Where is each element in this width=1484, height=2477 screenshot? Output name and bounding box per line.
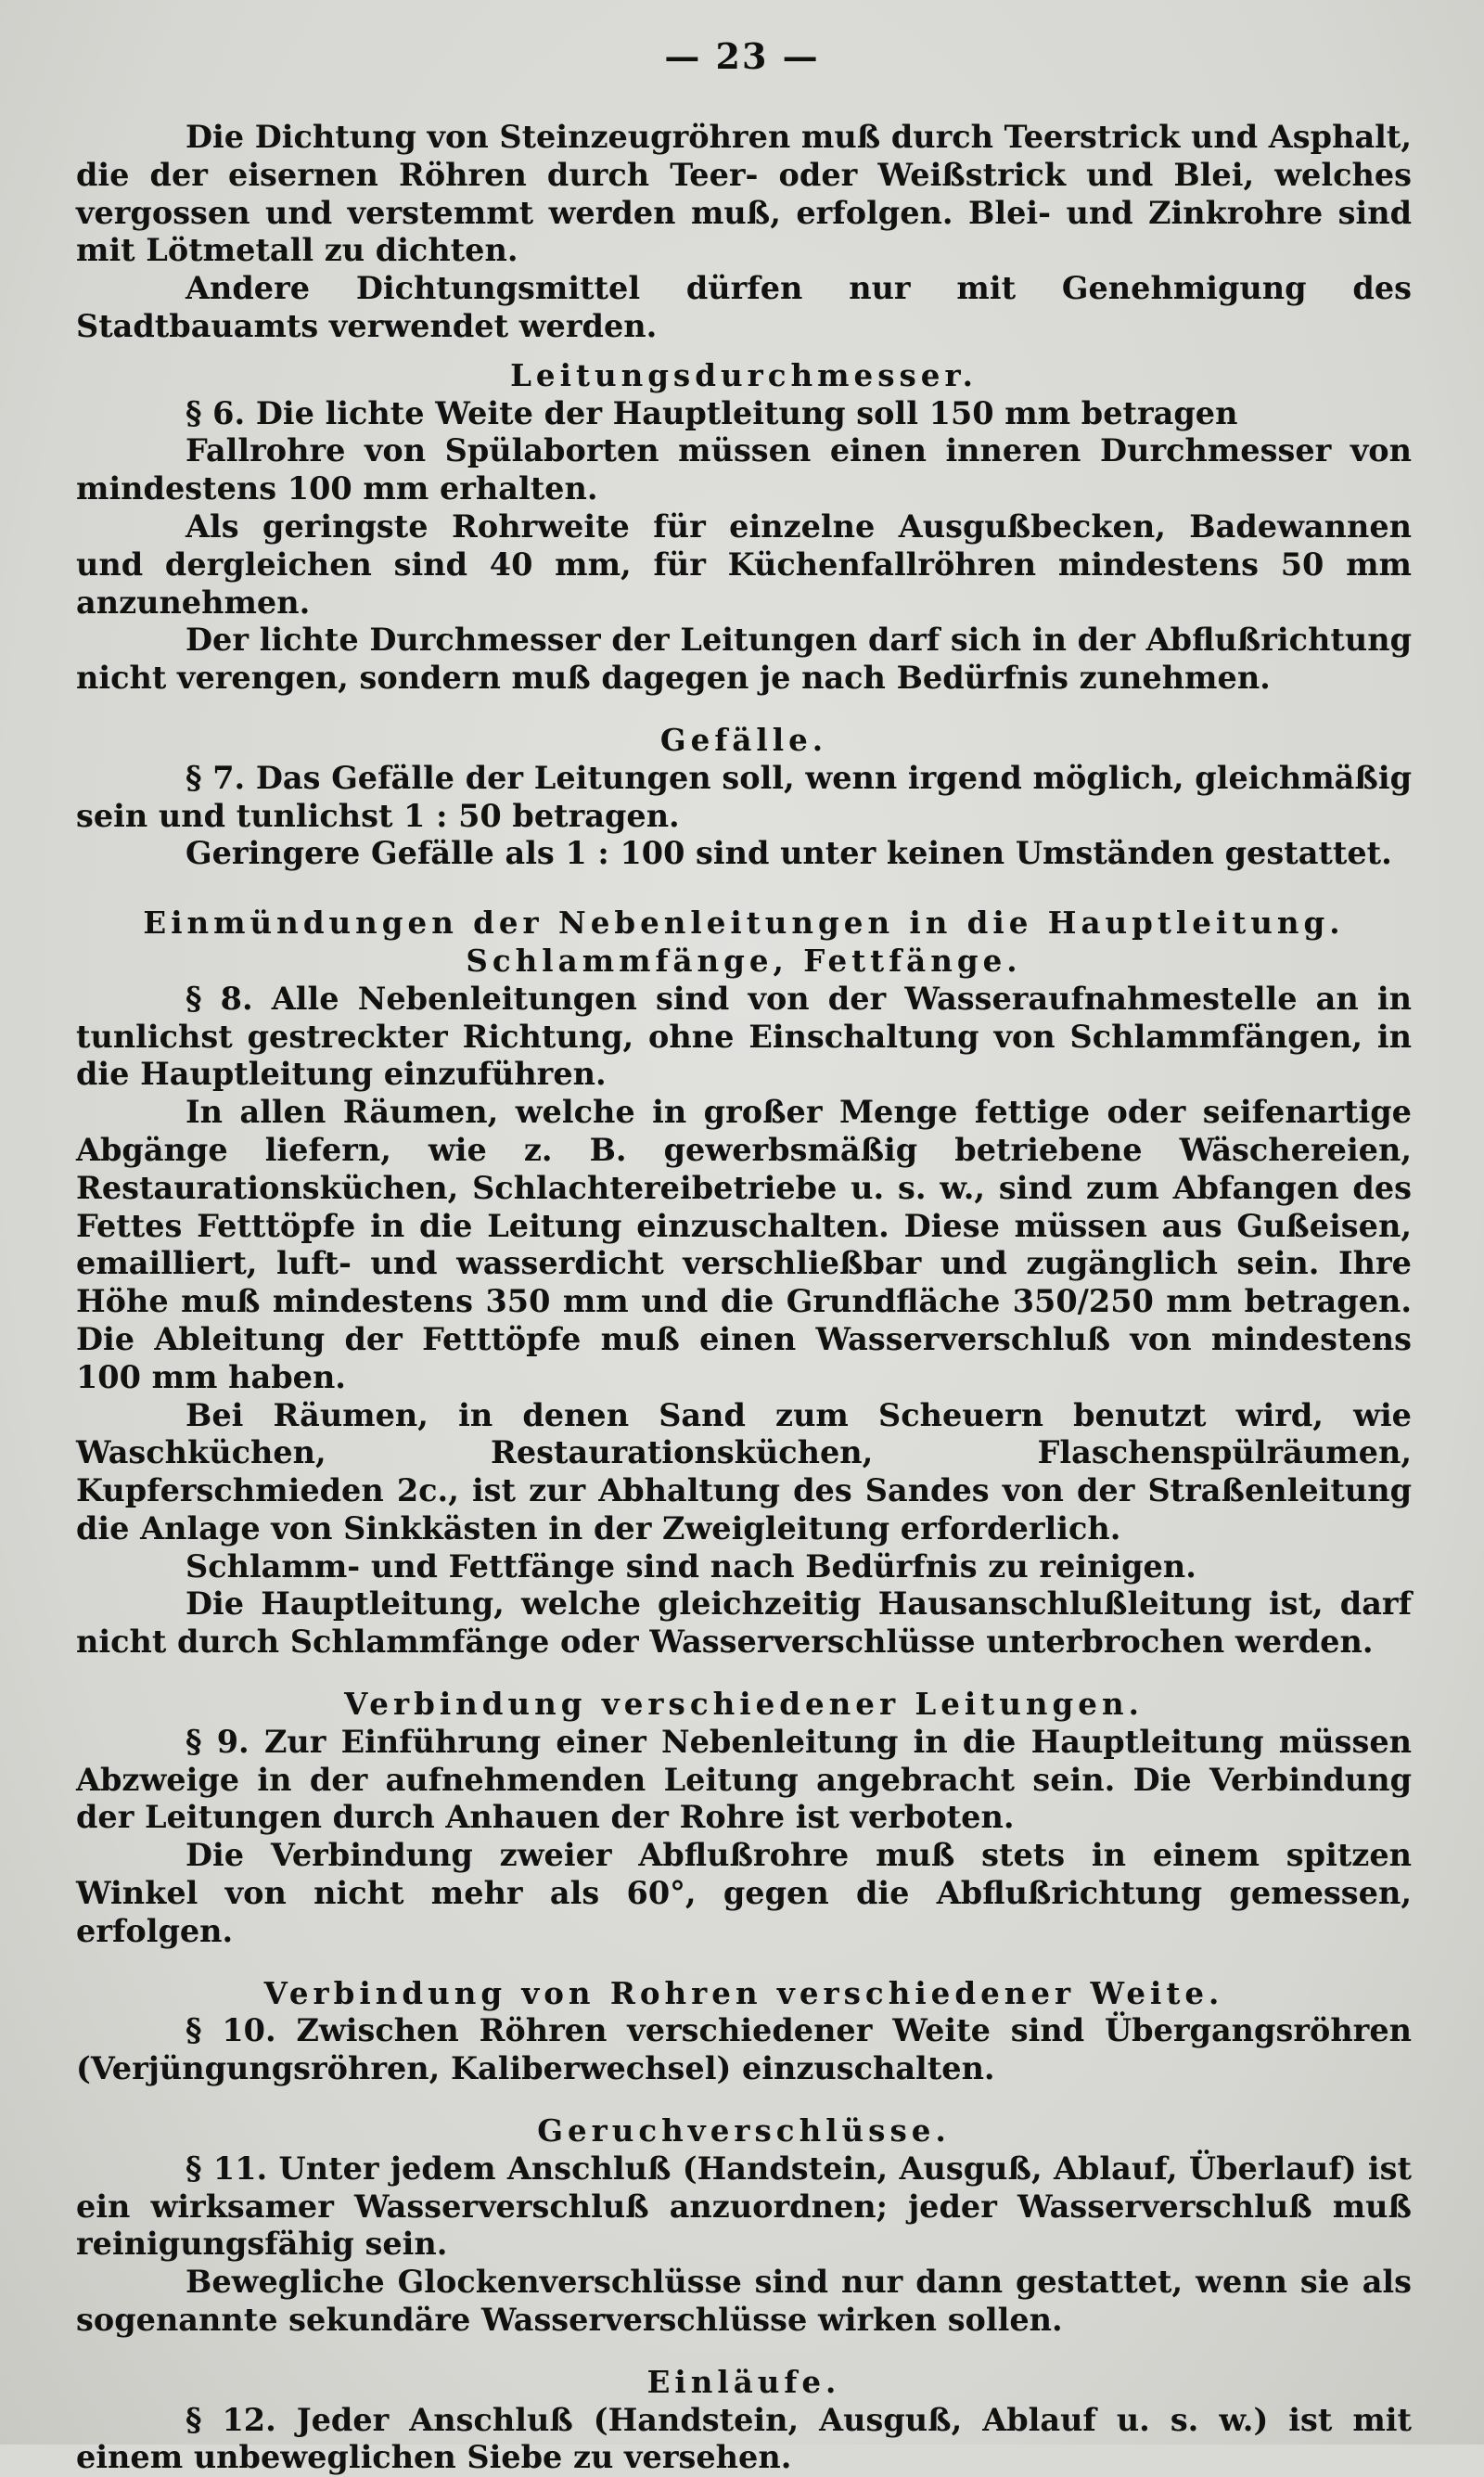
- paragraph-bell-traps: Bewegliche Glockenverschlüsse sind nur dann gestattet, wenn sie als sogenannte sekundäre Wasserverschlüsse wirken sollen.: [76, 2264, 1412, 2339]
- paragraph-connection-angle: Die Verbindung zweier Abflußrohre muß stets in einem spitzen Winkel von nicht mehr als 60°, gegen die Abflußrichtung gemessen, erfolgen.: [76, 1837, 1412, 1949]
- paragraph-section-10: § 10. Zwischen Röhren verschiedener Weite sind Übergangsröhren (Verjüngungsröhren, Kaliberwechsel) einzuschalten.: [76, 2012, 1412, 2087]
- paragraph-section-6: § 6. Die lichte Weite der Hauptleitung soll 150 mm betragen: [186, 394, 1238, 431]
- paragraph-diameter-direction: Der lichte Durchmesser der Leitungen darf sich in der Abflußrichtung nicht verengen, sondern muß dagegen je nach Bedürfnis zunehmen.: [76, 622, 1412, 697]
- heading-inlets: Einläufe.: [646, 2363, 841, 2400]
- heading-odor-traps: Geruchverschlüsse.: [537, 2112, 951, 2150]
- paragraph-min-pipe-width: Als geringste Rohrweite für einzelne Ausgußbecken, Badewannen und dergleichen sind 40 mm, für Küchenfallröhren mindestens 50 mm anzunehmen.: [76, 507, 1412, 621]
- paragraph-section-11: § 11. Unter jedem Anschluß (Handstein, Ausguß, Ablauf, Überlauf) ist ein wirksamer Wasserverschluß anzuordnen; jeder Wasserverschluß muß reinigungsfähig sein.: [76, 2150, 1412, 2263]
- heading-pipe-widths: Verbindung von Rohren verschiedener Weite.: [263, 1974, 1224, 2011]
- paragraph-sand-rooms: Bei Räumen, in denen Sand zum Scheuern benutzt wird, wie Waschküchen, Restaurationsküchen, Flaschenspülräumen, Kupferschmieden 2c., ist zur Abhaltung des Sandes von der Straßenleitung die Anlage von Sinkkästen in der Zweigleitung erforderlich.: [76, 1396, 1412, 1547]
- heading-line-connections: Verbindung verschiedener Leitungen.: [344, 1686, 1144, 1723]
- paragraph-grease-pots: In allen Räumen, welche in großer Menge fettige oder seifenartige Abgänge liefern, wie z. B. gewerbsmäßig betriebene Wäschereien, Restaurationsküchen, Schlachtereibetriebe u. s. w., sind zum Abfangen des Fettes Fetttöpfe in die Leitung einzuschalten. Diese müssen aus Gußeisen, emailliert, luft- und wasserdicht verschließbar und zugänglich sein. Ihre Höhe muß mindestens 350 mm und die Grundfläche 350/250 mm betragen. Die Ableitung der Fetttöpfe muß einen Wasserverschluß von mindestens 100 mm haben.: [76, 1094, 1412, 1395]
- paragraph-sealing: Die Dichtung von Steinzeugröhren muß durch Teerstrick und Asphalt, die der eisernen Röhren durch Teer- oder Weißstrick und Blei, welches vergossen und verstemmt werden muß, erfolgen. Blei- und Zinkrohre sind mit Lötmetall zu dichten.: [76, 119, 1413, 269]
- paragraph-section-7: § 7. Das Gefälle der Leitungen soll, wenn irgend möglich, gleichmäßig sein und tunlichst 1 : 50 betragen.: [76, 759, 1412, 834]
- paragraph-lower-gradient: Geringere Gefälle als 1 : 100 sind unter keinen Umständen gestattet.: [186, 835, 1392, 872]
- paragraph-section-9: § 9. Zur Einführung einer Nebenleitung in die Hauptleitung müssen Abzweige in der aufnehmenden Leitung angebracht sein. Die Verbindung der Leitungen durch Anhauen der Rohre ist verboten.: [76, 1723, 1412, 1836]
- heading-pipe-diameter: Leitungsdurchmesser.: [510, 356, 978, 393]
- heading-traps: Schlammfänge, Fettfänge.: [466, 942, 1022, 979]
- paragraph-other-sealants: Andere Dichtungsmittel dürfen nur mit Genehmigung des Stadtbauamts verwendet werden.: [76, 270, 1412, 344]
- page-number: — 23 —: [664, 35, 820, 77]
- page-body: [76, 119, 1412, 2477]
- heading-gradient: Gefälle.: [659, 721, 828, 758]
- paragraph-downpipes: Fallrohre von Spülaborten müssen einen inneren Durchmesser von mindestens 100 mm erhalten.: [76, 432, 1412, 507]
- paragraph-main-line: Die Hauptleitung, welche gleichzeitig Hausanschlußleitung ist, darf nicht durch Schlammfänge oder Wasserverschlüsse unterbrochen werden.: [76, 1585, 1412, 1661]
- paragraph-trap-cleaning: Schlamm- und Fettfänge sind nach Bedürfnis zu reinigen.: [186, 1547, 1196, 1585]
- paragraph-section-8: § 8. Alle Nebenleitungen sind von der Wasseraufnahmestelle an in tunlichst gestreckter Richtung, ohne Einschaltung von Schlammfängen, in die Hauptleitung einzuführen.: [76, 980, 1412, 1093]
- paragraph-section-12: § 12. Jeder Anschluß (Handstein, Ausguß, Ablauf u. s. w.) ist mit einem unbeweglichen Siebe zu versehen.: [76, 2401, 1412, 2476]
- heading-branch-junctions: Einmündungen der Nebenleitungen in die Hauptleitung.: [143, 905, 1345, 942]
